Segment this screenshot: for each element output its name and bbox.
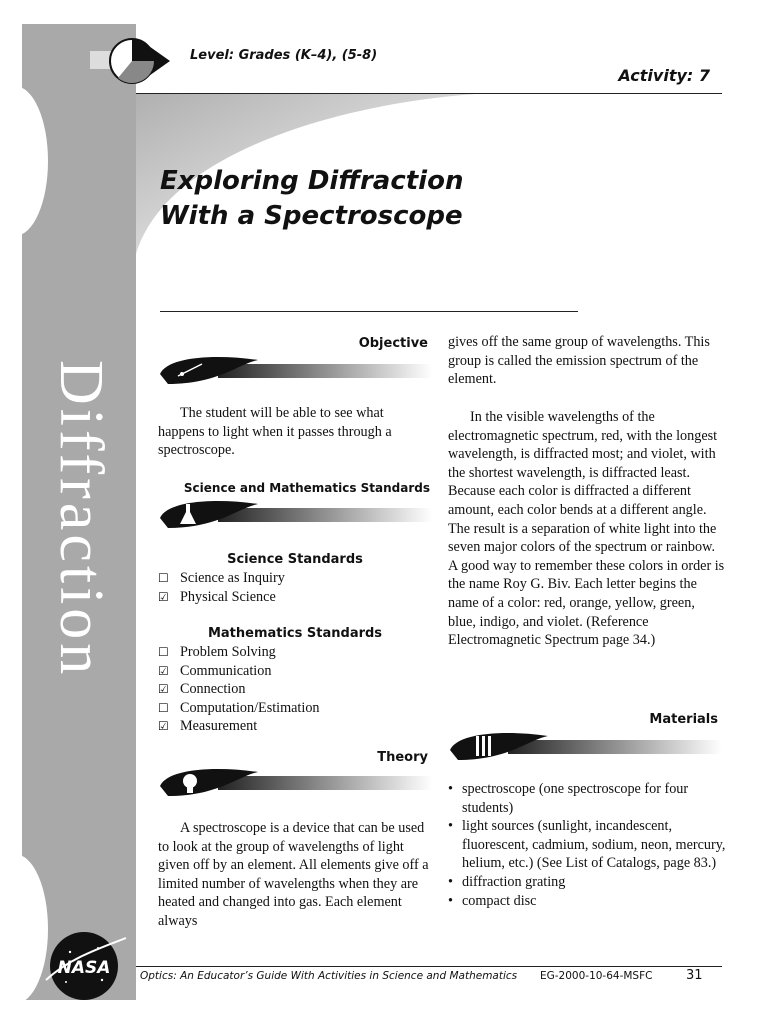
- nasa-logo-text: NASA: [57, 958, 111, 978]
- list-item: • spectroscope (one spectroscope for four students): [448, 781, 689, 816]
- footer-rule: [136, 966, 722, 967]
- title-rule: [160, 311, 578, 312]
- theory-paragraph-1: A spectroscope is a device that can be used to look at the group of wavelengths of light given off by an element. All elements give off a limited number of wavelengths when they are heated and changed into gas. Each element always: [158, 820, 429, 929]
- science-standards-heading: Science Standards: [227, 552, 363, 567]
- math-standards-heading: Mathematics Standards: [207, 626, 383, 641]
- standards-banner: [158, 498, 432, 532]
- unchecked-box-icon: ☐: [158, 645, 169, 659]
- footer-guide-title: Optics: An Educator’s Guide With Activities in Science and Mathematics: [140, 970, 518, 982]
- materials-list: [448, 780, 726, 910]
- list-item: ☐ Problem Solving: [158, 644, 276, 660]
- bullet-icon: •: [448, 781, 453, 797]
- list-item: • compact disc: [448, 892, 537, 909]
- checked-box-icon: ☑: [158, 682, 169, 697]
- bullet-icon: •: [448, 818, 453, 835]
- nasa-logo: [40, 928, 130, 1004]
- checked-box-icon: ☑: [158, 719, 169, 734]
- standards-heading: Science and Mathematics Standards: [183, 481, 430, 495]
- theory-heading: Theory: [377, 750, 428, 765]
- theory-banner: [158, 766, 432, 800]
- theory-paragraph-1-continued: gives off the same group of wavelengths. This group is called the emission spectrum of the element.: [448, 334, 710, 388]
- title-line-1: Exploring Diffraction: [160, 166, 464, 196]
- list-item: ☑ Physical Science: [158, 588, 276, 605]
- page-number: 31: [686, 968, 703, 983]
- objective-heading: Objective: [358, 336, 428, 351]
- theory-paragraph-2: In the visible wavelengths of the electromagnetic spectrum, red, with the longest wavelength, is diffracted most; and violet, with the shortest wavelength, is diffracted least. Because each color is diffracted a different amount, each color bends at a different angle. The result is a separation of white light into the seven major colors of the spectrum or rainbow. A good way to remember these colors in order is the name Roy G. Biv. Each letter begins the name of a color: red, orange, yellow, green, blue, indigo, and violet. (Reference Electromagnetic Spectrum page 34.): [448, 409, 725, 649]
- test-tubes-icon: [476, 736, 491, 756]
- checked-box-icon: ☑: [158, 589, 169, 604]
- materials-heading: Materials: [649, 712, 718, 727]
- sidebar-title: [36, 360, 126, 679]
- grade-level: Level: Grades (K–4), (5-8): [190, 48, 378, 63]
- list-item: ☐ Science as Inquiry: [158, 570, 285, 586]
- level-pie-arrow-icon: [88, 36, 184, 86]
- list-item: ☑ Connection: [158, 681, 246, 698]
- science-standards-list: [158, 569, 432, 606]
- unchecked-box-icon: ☐: [158, 700, 169, 715]
- list-item: ☐ Computation/Estimation: [158, 699, 320, 716]
- sidebar-notch-top: [0, 86, 48, 236]
- page-title: [160, 164, 520, 234]
- bullet-icon: •: [448, 873, 453, 890]
- list-item: ☑ Communication: [158, 662, 272, 679]
- header-rule: [136, 93, 722, 94]
- sidebar-word: Diffraction: [47, 360, 115, 679]
- list-item: • light sources (sunlight, incandescent, fluorescent, cadmium, sodium, neon, mercury, helium, etc.) (See List of Catalogs, page 83.): [448, 818, 726, 872]
- unchecked-box-icon: ☐: [158, 571, 169, 585]
- bullet-icon: •: [448, 892, 453, 909]
- footer-document-code: EG-2000-10-64-MSFC: [540, 970, 653, 982]
- title-line-2: With a Spectroscope: [160, 201, 463, 231]
- objective-text: The student will be able to see what happens to light when it passes through a spectroscope.: [158, 405, 392, 459]
- activity-number: Activity: 7: [618, 66, 710, 85]
- math-standards-list: [158, 643, 432, 736]
- list-item: • diffraction grating: [448, 873, 566, 890]
- objective-banner: [158, 354, 432, 388]
- list-item: ☑ Measurement: [158, 718, 258, 735]
- materials-banner: [448, 730, 722, 764]
- checked-box-icon: ☑: [158, 663, 169, 678]
